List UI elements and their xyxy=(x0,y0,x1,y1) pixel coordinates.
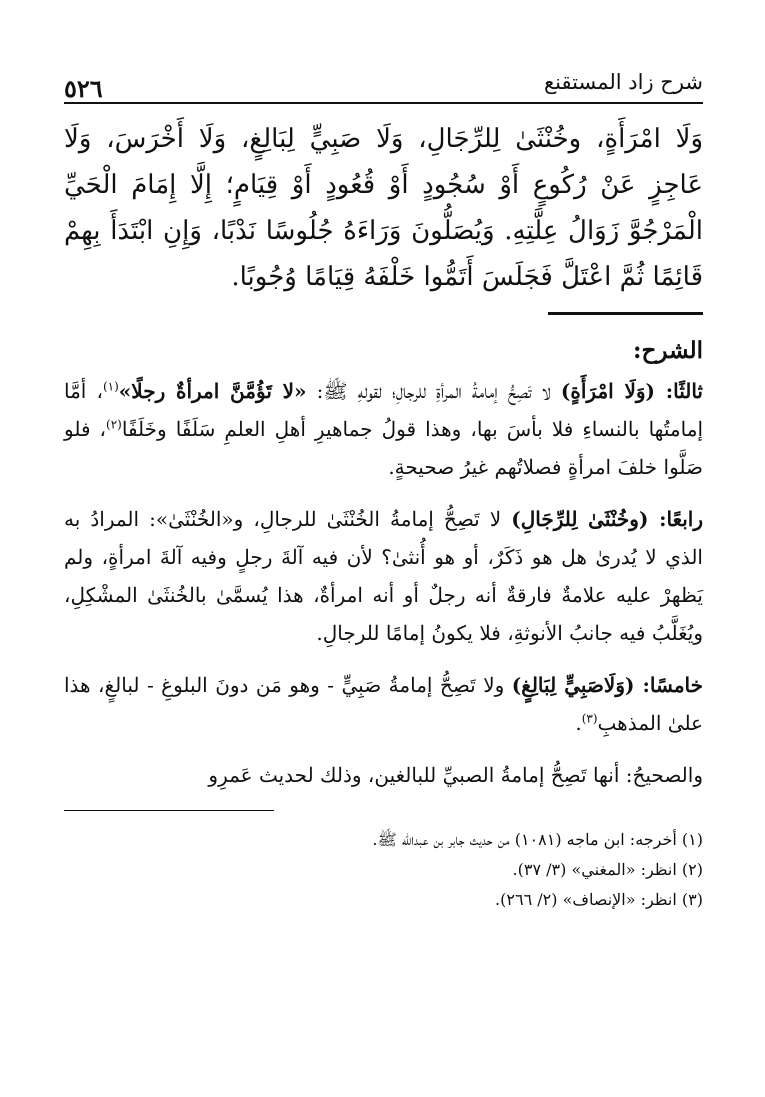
matn-quote: (وخُنْثَىٰ لِلرِّجَالِ) xyxy=(511,507,649,531)
matn-quote: (وَلَا امْرَأَةٍ) xyxy=(560,379,655,403)
paragraph-text: . xyxy=(575,711,582,735)
header-title: شرح زاد المستقنع xyxy=(544,70,703,94)
matn-quote: (وَلَاصَبِيٍّ لِبَالِغٍ) xyxy=(511,673,635,697)
paragraph-fifth xyxy=(64,666,703,742)
paragraph-text: ، فلو صَلَّوا خلفَ امرأةٍ فصلاتُهم غيرُ صحيحةٍ. xyxy=(64,417,703,479)
paragraph-lead: ثالثًا: xyxy=(654,379,703,403)
footnotes xyxy=(64,825,703,915)
footnote-item: (٢) انظر: «المغني» (٣/ ٣٧). xyxy=(512,860,703,879)
sharh-heading: الشرح: xyxy=(633,337,703,364)
paragraph-text: لا تَصِحُّ إمامةُ الخُنْثَىٰ للرجالِ، و«الخُنْثَىٰ»: المرادُ به الذي لا يُدرىٰ هل هو ذَكَرٌ، أو هو أُنثىٰ؟ لأن فيه آلةَ رجلٍ وفيه آلةَ امرأةٍ، ولم يَظهرْ عليه علامةٌ فارقةٌ أنه رجلٌ أو أنه امرأةٌ، هذا يُسمَّىٰ بالخُنثَىٰ المشْكِلِ، ويُغَلَّبُ فيه جانبُ الأنوثةِ، فلا يكونُ إمامًا للرجالِ. xyxy=(64,507,703,645)
paragraph-text: والصحيحُ: أنها تَصِحُّ إمامةُ الصبيِّ للبالغين، وذلك لحديث عَمرِو xyxy=(208,763,703,787)
paragraph-correct-view xyxy=(64,756,703,794)
footnote-marker[interactable]: (٣) xyxy=(581,711,598,726)
paragraph-fourth xyxy=(64,500,703,652)
running-header xyxy=(64,70,703,104)
footnote-item: (٣) انظر: «الإنصاف» (٢/ ٢٦٦). xyxy=(495,890,703,909)
paragraph-lead: رابعًا: xyxy=(648,507,703,531)
book-page xyxy=(64,70,703,1097)
paragraph-text: ، أمَّا إمامتُها بالنساءِ فلا بأسَ بها، وهذا قولُ جماهيرِ أهلِ العلمِ سَلَفًا وخَلَفًا xyxy=(64,379,703,441)
paragraph-text: ولا تَصِحُّ إمامةُ صَبِيٍّ - وهو مَن دونَ البلوغِ - لبالغٍ، هذا علىٰ المذهبِ xyxy=(64,673,703,735)
matn-text: وَلَا امْرَأَةٍ، وخُنْثَىٰ لِلرِّجَالِ، وَلَا صَبِيٍّ لِبَالِغٍ، وَلَا أَخْرَسَ، وَلَا عَاجِزٍ عَنْ رُكُوعٍ أَوْ سُجُودٍ أَوْ قُعُودٍ أَوْ قِيَامٍ؛ إِلَّا إِمَامَ الْحَيِّ الْمَرْجُوَّ زَوَالُ عِلَّتِهِ. وَيُصَلُّونَ وَرَاءَهُ جُلُوسًا نَدْبًا، وَإِنِ ابْتَدَأَ بِهِمْ قَائِمًا ثُمَّ اعْتَلَّ فَجَلَسَ أَتَمُّوا خَلْفَهُ قِيَامًا وُجُوبًا. xyxy=(64,124,703,292)
footnote-item: (١) أخرجه: ابن ماجه (١٠٨١) من حديث جابر بن عبدالله ﷺ. xyxy=(372,830,703,849)
page-number: ٥٢٦ xyxy=(64,74,103,103)
footnote-divider xyxy=(64,810,274,811)
footnote-marker[interactable]: (١) xyxy=(102,379,119,394)
paragraph-third xyxy=(64,372,703,486)
matn-divider xyxy=(548,312,703,315)
matn-text-block xyxy=(64,116,703,300)
paragraph-text: لا تَصِحُّ إمامةُ المرأةِ للرجالِ؛ لقولهِ ﷺ: xyxy=(306,379,561,403)
hadith-quote: «لا تَؤُمَّنَّ امرأةٌ رجلًا» xyxy=(118,379,307,403)
paragraph-lead: خامسًا: xyxy=(634,673,704,697)
footnote-marker[interactable]: (٢) xyxy=(106,417,122,432)
